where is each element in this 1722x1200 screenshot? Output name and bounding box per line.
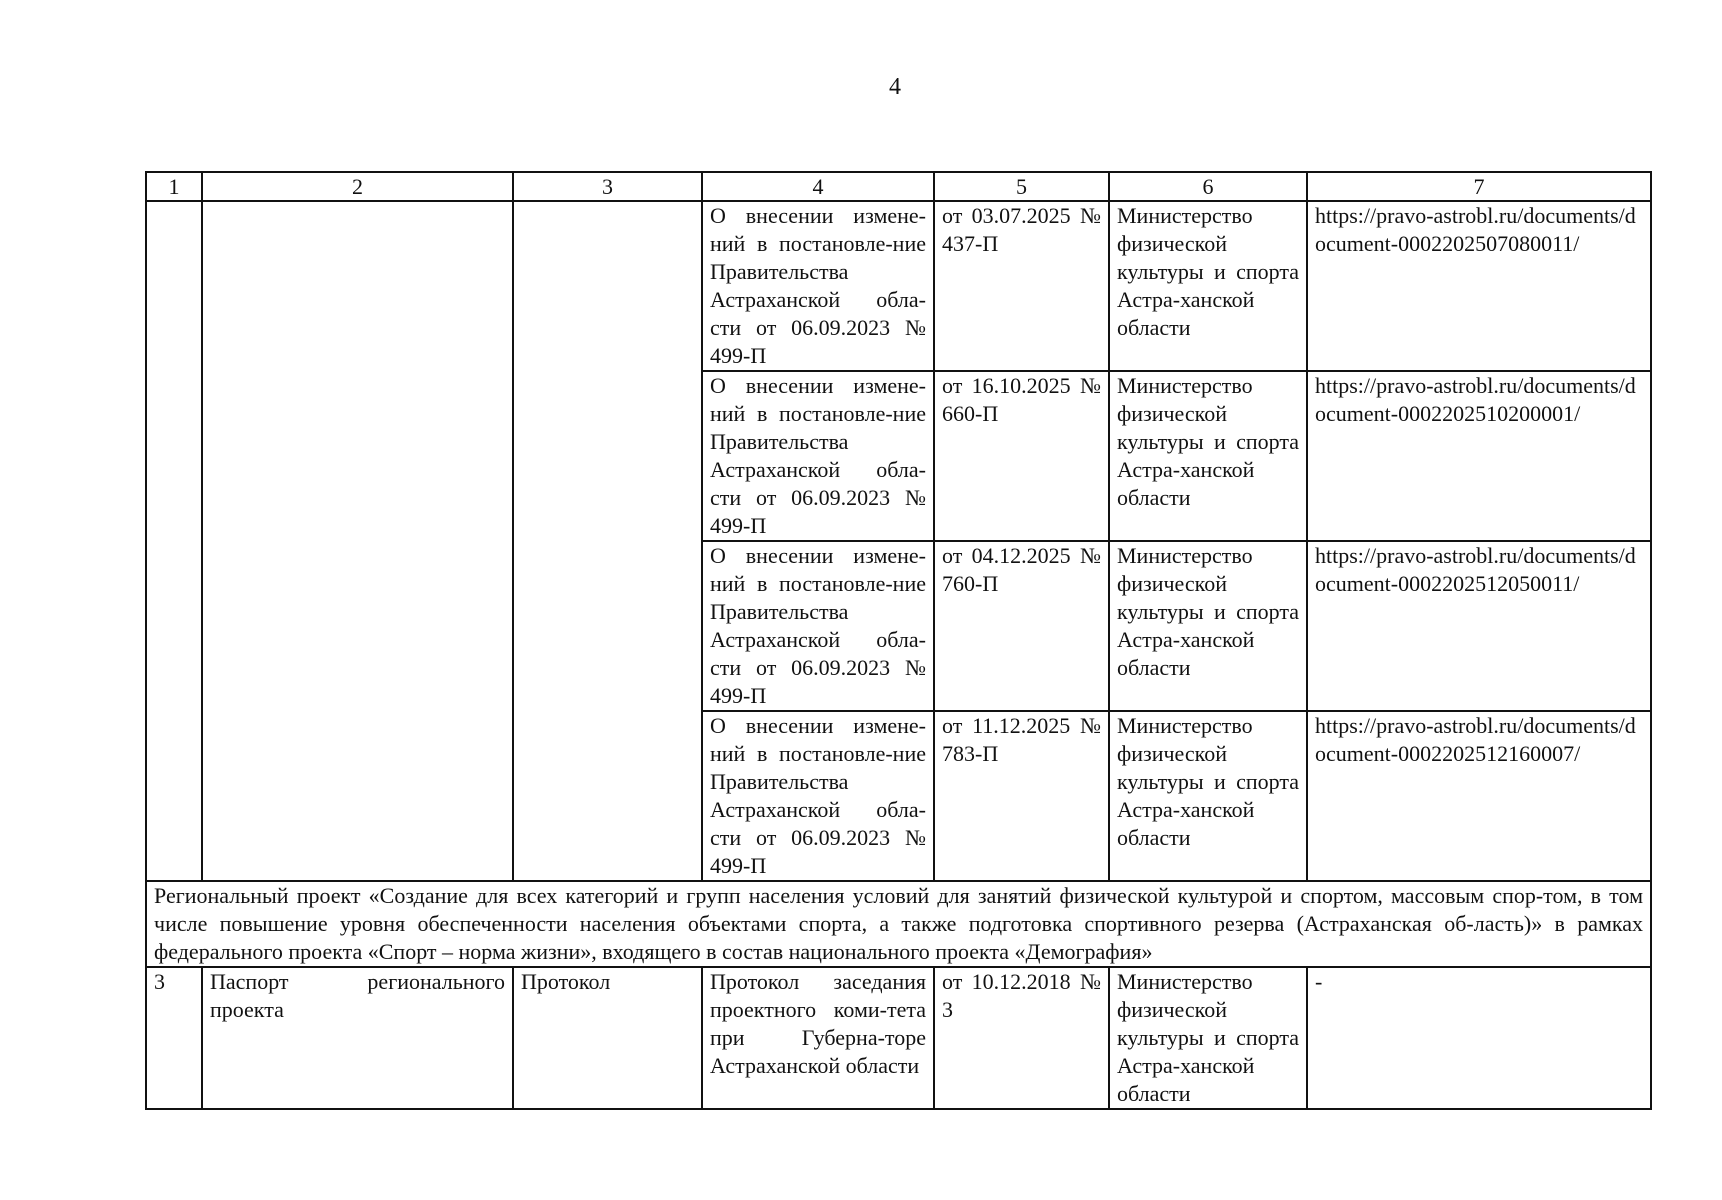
project-name: Паспорт регионального проекта: [202, 967, 513, 1109]
act-date-number: от 04.12.2025 № 760-П: [934, 541, 1109, 711]
column-header: 2: [202, 172, 513, 201]
cell-number-empty: [146, 201, 202, 881]
page-number: 4: [889, 74, 901, 100]
column-header: 4: [702, 172, 934, 201]
act-agency: Министерство физической культуры и спорта Астра-ханской области: [1109, 541, 1307, 711]
column-header: 1: [146, 172, 202, 201]
act-title: О внесении измене-ний в постановле-ние Правительства Астраханской обла-сти от 06.09.2023 № 499-П: [702, 711, 934, 881]
act-date-number: от 11.12.2025 № 783-П: [934, 711, 1109, 881]
act-date-number: от 16.10.2025 № 660-П: [934, 371, 1109, 541]
section-heading: Региональный проект «Создание для всех категорий и групп населения условий для занятий физической культурой и спортом, массовым спор-том, в том числе повышение уровня обеспеченности населения объектами спорта, а также подготовка спортивного резерва (Астраханская об-ласть)» в рамках федерального проекта «Спорт – норма жизни», входящего в состав национального проекта «Демография»: [146, 881, 1651, 967]
cell-type-empty: [513, 201, 702, 881]
row-number: 3: [146, 967, 202, 1109]
act-agency: Министерство физической культуры и спорта Астра-ханской области: [1109, 371, 1307, 541]
act-link[interactable]: https://pravo-astrobl.ru/documents/document-0002202512160007/: [1307, 711, 1651, 881]
column-header: 6: [1109, 172, 1307, 201]
act-title: О внесении измене-ний в постановле-ние Правительства Астраханской обла-сти от 06.09.2023 № 499-П: [702, 541, 934, 711]
document-type: Протокол: [513, 967, 702, 1109]
column-header: 3: [513, 172, 702, 201]
table-row: [146, 967, 1651, 1109]
act-link[interactable]: https://pravo-astrobl.ru/documents/document-0002202510200001/: [1307, 371, 1651, 541]
column-header: 5: [934, 172, 1109, 201]
section-heading-row: [146, 881, 1651, 967]
act-title: О внесении измене-ний в постановле-ние Правительства Астраханской обла-сти от 06.09.2023 № 499-П: [702, 371, 934, 541]
column-header: 7: [1307, 172, 1651, 201]
act-agency: Министерство физической культуры и спорта Астра-ханской области: [1109, 201, 1307, 371]
legal-acts-table: [145, 171, 1652, 1110]
act-date-number: от 03.07.2025 № 437-П: [934, 201, 1109, 371]
act-link: -: [1307, 967, 1651, 1109]
cell-name-empty: [202, 201, 513, 881]
table-header-row: [146, 172, 1651, 201]
act-date-number: от 10.12.2018 № 3: [934, 967, 1109, 1109]
act-agency: Министерство физической культуры и спорта Астра-ханской области: [1109, 711, 1307, 881]
act-link[interactable]: https://pravo-astrobl.ru/documents/document-0002202507080011/: [1307, 201, 1651, 371]
act-agency: Министерство физической культуры и спорта Астра-ханской области: [1109, 967, 1307, 1109]
act-link[interactable]: https://pravo-astrobl.ru/documents/document-0002202512050011/: [1307, 541, 1651, 711]
act-title: О внесении измене-ний в постановле-ние Правительства Астраханской обла-сти от 06.09.2023 № 499-П: [702, 201, 934, 371]
act-title: Протокол заседания проектного коми-тета при Губерна-торе Астраханской области: [702, 967, 934, 1109]
table-row: [146, 201, 1651, 371]
